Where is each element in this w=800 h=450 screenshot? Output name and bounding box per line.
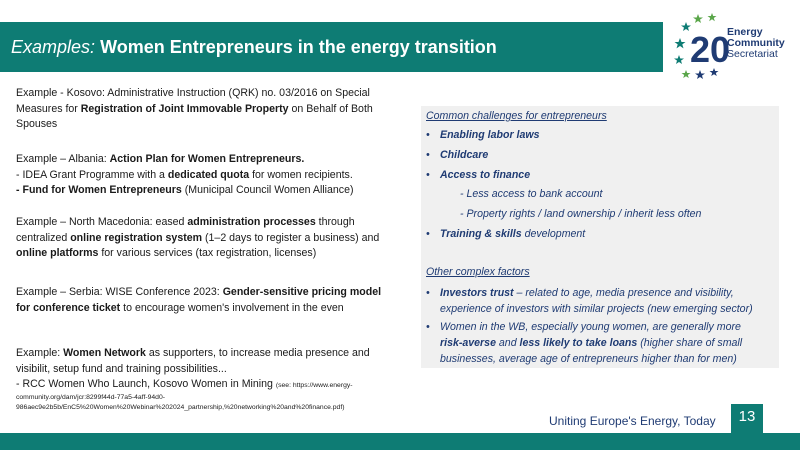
macedonia-text: centralized [16, 231, 71, 244]
logo-star-icon [708, 13, 717, 21]
source-link[interactable]: 986aec9e2b5b/EnC5%20Women%20Webinar%202024_partnership,%20networking%20and%20finance.pdf) [16, 403, 345, 411]
challenges-panel [421, 106, 779, 368]
bullet-text: and [495, 337, 520, 349]
logo-line3: Secretariat [727, 48, 778, 60]
serbia-highlight: for conference ticket [16, 301, 121, 314]
macedonia-highlight: administration processes [187, 216, 316, 228]
bullet-text: less likely to take loans [519, 337, 638, 349]
source-link[interactable]: community.org/dam/jcr:8299f44d-77a5-4aff-94d0- [16, 393, 165, 401]
title-bar [0, 22, 663, 72]
sub-item: - Less access to bank account [460, 188, 603, 200]
bullet-text: development [521, 228, 586, 240]
panel-heading-challenges: Common challenges for entrepreneurs [426, 110, 607, 122]
bottom-bar [0, 433, 800, 450]
bullet-text: risk-averse [440, 337, 496, 349]
serbia-highlight: Gender-sensitive pricing model [222, 286, 382, 298]
serbia-text: Example – Serbia: WISE Conference 2023: [16, 286, 223, 298]
bullet-text: Training & skills [440, 228, 522, 240]
bullet-icon: • [426, 321, 430, 333]
kosovo-text: Measures for [16, 102, 81, 115]
bullet-text: (higher share of small [637, 337, 743, 349]
macedonia-text: Example – North Macedonia: eased [16, 216, 188, 228]
network-highlight: Women Network [63, 347, 146, 359]
page-number: 13 [731, 404, 763, 433]
network-text: Example: [16, 347, 64, 359]
slide-title [11, 22, 497, 72]
logo-star-icon [693, 14, 703, 23]
bullet-text: Access to finance [440, 169, 531, 181]
macedonia-highlight: online platforms [16, 247, 99, 259]
bullet-text: Enabling labor laws [440, 129, 540, 141]
logo-line1: Energy [727, 26, 763, 38]
albania-highlight: - Fund for Women Entrepreneurs [16, 184, 182, 196]
bullet-icon: • [426, 228, 430, 240]
kosovo-text: Example - Kosovo: Administrative Instruction (QRK) no. 03/2016 on Special [16, 87, 370, 99]
bullet-item [426, 226, 770, 242]
example-women-network [16, 346, 370, 413]
bullet-text: Investors trust [440, 287, 514, 299]
logo-line2: Community [727, 37, 785, 49]
albania-text: Example – Albania: [16, 153, 110, 165]
bullet-icon: • [426, 169, 430, 181]
bullet-text: experience of investors with similar projects (new emerging sector) [440, 303, 753, 315]
network-text: as supporters, to increase media presence and [145, 347, 370, 359]
kosovo-text: Spouses [16, 118, 58, 130]
bullet-icon: • [426, 129, 430, 141]
bullet-item [426, 147, 770, 163]
network-text: - RCC Women Who Launch, Kosovo Women in Mining [16, 378, 276, 390]
bullet-item [426, 319, 770, 367]
title-prefix: Examples: [11, 37, 96, 57]
source-link[interactable]: (see: https://www.energy- [275, 382, 353, 389]
macedonia-text: for various services (tax registration, licenses) [98, 247, 317, 259]
panel-heading-other: Other complex factors [426, 266, 530, 278]
serbia-text: to encourage women's involvement in the even [120, 301, 344, 314]
bullet-text: – related to age, media presence and visibility, [513, 287, 734, 299]
logo-star-icon [675, 38, 686, 48]
bullet-item [426, 167, 770, 183]
logo-star-icon [695, 70, 705, 79]
example-kosovo [16, 86, 373, 133]
logo-number: 20 [690, 29, 731, 70]
network-text: visibilit, setup fund and training possibilities... [16, 362, 227, 375]
macedonia-text: through [315, 216, 355, 228]
kosovo-text: on Behalf of Both [288, 102, 373, 115]
logo-text [727, 27, 785, 60]
bullet-text: Childcare [440, 149, 489, 161]
albania-text: (Municipal Council Women Alliance) [181, 184, 354, 196]
kosovo-highlight: Registration of Joint Immovable Property [80, 102, 289, 115]
albania-highlight: Action Plan for Women Entrepreneurs. [109, 153, 305, 165]
bullet-icon: • [426, 149, 430, 161]
bullet-icon: • [426, 287, 430, 299]
example-albania [16, 152, 354, 199]
example-north-macedonia [16, 215, 379, 262]
bullet-text: businesses, average age of entrepreneurs higher than for men) [440, 353, 737, 365]
albania-highlight: dedicated quota [167, 168, 250, 181]
macedonia-highlight: online registration system [70, 231, 203, 244]
albania-text: - IDEA Grant Programme with a [16, 168, 168, 181]
albania-text: for women recipients. [249, 168, 353, 181]
sub-item: - Property rights / land ownership / inherit less often [460, 208, 702, 220]
title-main: Women Entrepreneurs in the energy transition [100, 37, 497, 57]
footer-slogan: Uniting Europe's Energy, Today [549, 414, 716, 428]
logo-star-icon [674, 55, 684, 64]
bullet-item [426, 127, 770, 143]
bullet-text: Women in the WB, especially young women, are generally more [440, 321, 741, 333]
macedonia-text: (1–2 days to register a business) and [202, 231, 380, 244]
logo-star-icon [682, 70, 691, 78]
example-serbia [16, 285, 381, 316]
bullet-item [426, 285, 770, 317]
